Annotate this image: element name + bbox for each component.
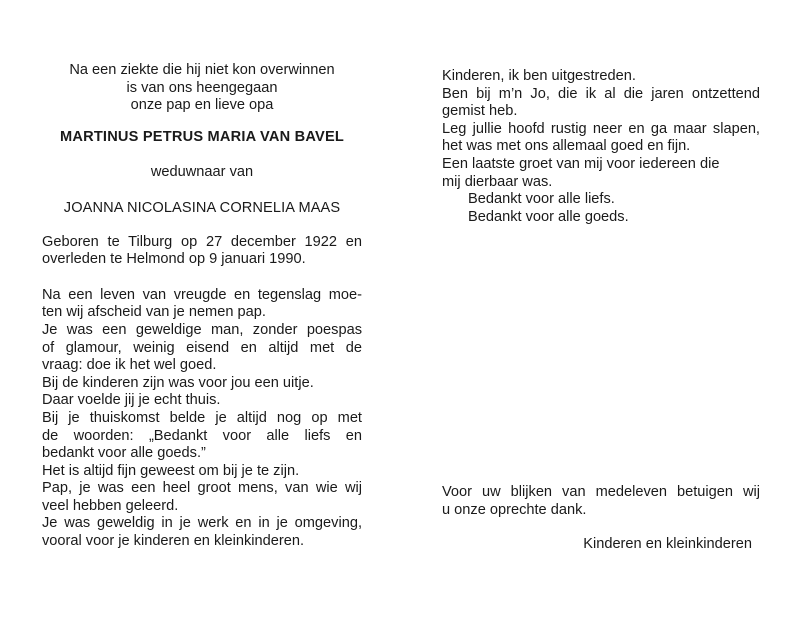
eulogy-line: Na een leven van vreugde en tegenslag moe- xyxy=(42,286,362,303)
eulogy-line: Bij de kinderen zijn was voor jou een uitje. xyxy=(42,374,314,391)
intro-line: Na een ziekte die hij niet kon overwinnen xyxy=(69,62,335,78)
poem-block xyxy=(442,68,760,226)
poem-line: mij dierbaar was. xyxy=(442,173,553,190)
intro-block xyxy=(42,62,362,115)
spouse-name: JOANNA NICOLASINA CORNELIA MAAS xyxy=(63,199,341,216)
signoff: Kinderen en kleinkinderen xyxy=(583,536,752,552)
eulogy-line: Bij je thuiskomst belde je altijd nog op met xyxy=(42,409,362,426)
eulogy-line: ten wij afscheid van je nemen pap. xyxy=(42,304,266,321)
eulogy-line: Je was geweldig in je werk en in je omgeving, xyxy=(42,515,362,532)
eulogy-line: veel hebben geleerd. xyxy=(42,497,179,514)
poem-line: Leg jullie hoofd rustig neer en ga maar slapen, xyxy=(442,120,760,137)
thanks-line: Voor uw blijken van medeleven betuigen wij xyxy=(442,484,760,500)
eulogy-line: vraag: doe ik het wel goed. xyxy=(42,357,217,374)
birth-line: Geboren te Tilburg op 27 december 1922 en xyxy=(42,233,362,250)
intro-line: onze pap en lieve opa xyxy=(130,97,274,114)
poem-line: Kinderen, ik ben uitgestreden. xyxy=(442,68,636,84)
left-column xyxy=(42,62,362,551)
eulogy-line: Het is altijd fijn geweest om bij je te zijn. xyxy=(42,462,300,479)
thanks-line: u onze oprechte dank. xyxy=(442,501,587,518)
eulogy-line: Pap, je was een heel groot mens, van wie wij xyxy=(42,480,362,497)
eulogy-line: de woorden: „Bedankt voor alle liefs en xyxy=(42,427,362,444)
intro-line: is van ons heengegaan xyxy=(126,79,278,96)
deceased-name: MARTINUS PETRUS MARIA VAN BAVEL xyxy=(59,128,345,145)
death-line: overleden te Helmond op 9 januari 1990. xyxy=(42,251,306,268)
eulogy-line: of glamour, weinig eisend en altijd met de xyxy=(42,339,362,356)
poem-line: gemist heb. xyxy=(442,103,518,120)
poem-line: Een laatste groet van mij voor iedereen die xyxy=(442,155,720,172)
poem-line: het was met ons allemaal goed en fijn. xyxy=(442,138,691,155)
eulogy-block xyxy=(42,287,362,551)
eulogy-line: vooral voor je kinderen en kleinkinderen. xyxy=(42,533,305,550)
eulogy-line: Je was een geweldige man, zonder poespas xyxy=(42,321,362,338)
poem-line: Ben bij m’n Jo, die ik al die jaren ontzettend xyxy=(442,85,760,102)
birth-death-block xyxy=(42,234,362,269)
thanks-block xyxy=(442,484,760,519)
eulogy-line: bedankt voor alle goeds.” xyxy=(42,445,206,462)
poem-line: Bedankt voor alle liefs. xyxy=(468,191,615,208)
eulogy-line: Daar voelde jij je echt thuis. xyxy=(42,392,221,409)
poem-line: Bedankt voor alle goeds. xyxy=(468,208,629,225)
widower-label: weduwnaar van xyxy=(150,164,254,181)
